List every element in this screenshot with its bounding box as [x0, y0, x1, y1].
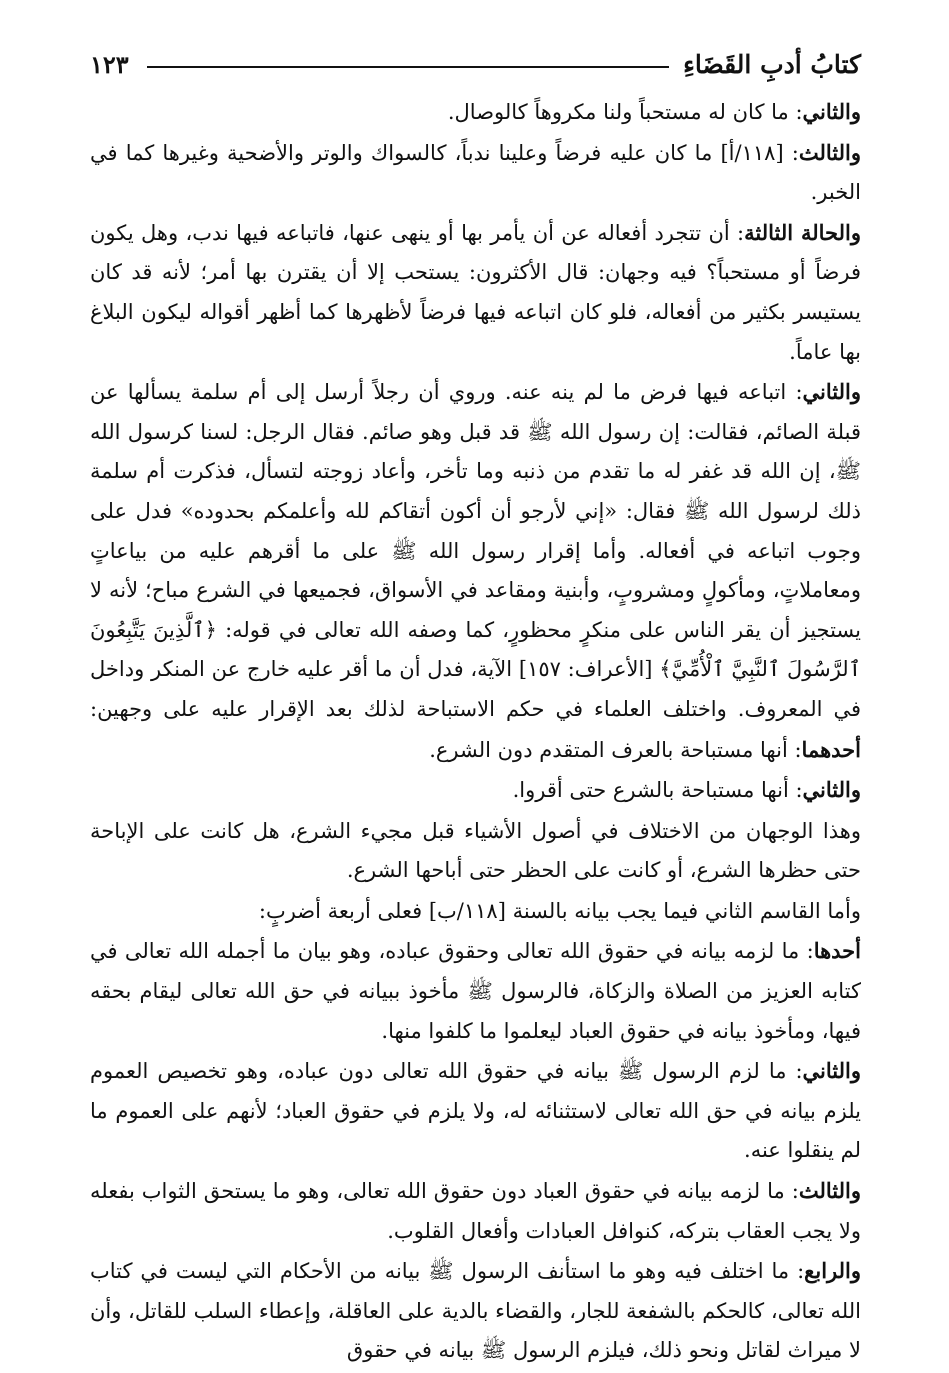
body-text	[90, 92, 861, 1371]
paragraph-text: : أنها مستباحة بالشرع حتى أقروا.	[512, 778, 803, 803]
paragraph-lead: والثاني	[802, 777, 861, 803]
paragraph-text: : [١١٨/أ] ما كان عليه فرضاً وعلينا ندباً، كالسواك والوتر والأضحية وغيرها كما في الخبر.	[90, 140, 861, 205]
paragraph-lead: والرابع	[804, 1258, 861, 1284]
page-number: ١٢٣	[90, 49, 129, 79]
paragraph	[90, 931, 861, 1051]
paragraph-lead: والثالث	[798, 1178, 861, 1204]
paragraph-text: : اتباعه فيها فرض ما لم ينه عنه. وروي أن رجلاً أرسل إلى أم سلمة يسألها عن قبلة الصائم، فقالت: إن رسول الله ﷺ قد قبل وهو صائم. فقال الرجل: لسنا كرسول الله ﷺ، إن الله قد غفر له ما تقدم من ذنبه وما تأخر، وأعاد زوجته لتسأل، فذكرت أم سلمة ذلك لرسول الله ﷺ فقال: «إني لأرجو أن أكون أتقاكم لله وأعلمكم بحدوده» فدل على وجوب اتباعه في أفعاله. وأما إقرار رسول الله ﷺ على ما أقرهم عليه من بياعاتٍ ومعاملاتٍ، ومأكولٍ ومشروبٍ، وأبنية ومقاعد في الأسواق، فجميعها في الشرع مباح؛ لأنه لا يستجيز أن يقر الناس على منكرٍ محظورٍ، كما وصفه الله تعالى في قوله: ﴿ٱلَّذِينَ يَتَّبِعُونَ ٱلرَّسُولَ ٱلنَّبِيَّ ٱلْأُمِّيَّ﴾ [الأعراف: ١٥٧] الآية، فدل أن ما أقر عليه خارج عن المنكر وداخل في المعروف. واختلف العلماء في حكم الاستباحة لذلك بعد الإقرار عليه على وجهين:	[90, 380, 861, 721]
paragraph	[90, 133, 861, 213]
paragraph-text: : أن تتجرد أفعاله عن أن يأمر بها أو ينهى عنها، فاتباعه فيها ندب، وهل يكون فرضاً أو مستحباً؟ فيه وجهان: قال الأكثرون: يستحب إلا أن يقترن بها أمر؛ لأنه قد كان يستيسر بكثير من أفعاله، فلو كان اتباعه فيها فرضاً لأظهرها كما أظهر أقواله ليكون البلاغ بها عاماً.	[90, 220, 861, 364]
paragraph	[90, 891, 861, 932]
paragraph	[90, 811, 861, 891]
header-rule	[147, 66, 669, 68]
paragraph	[90, 770, 861, 811]
paragraph-lead: والثاني	[802, 99, 861, 124]
paragraph-text: : ما كان له مستحباً ولنا مكروهاً كالوصال.	[447, 100, 803, 124]
paragraph	[90, 372, 861, 770]
paragraph-text: : ما لزم الرسول ﷺ بيانه في حقوق الله تعالى دون عباده، وهو تخصيص العموم يلزم بيانه في حق الله تعالى لاستثنائه له، ولا يلزم في حقوق العباد؛ لأنهم على العموم ما لم ينقلوا عنه.	[90, 1059, 861, 1163]
book-title: كتابُ أدبِ القَضَاءِ	[683, 49, 861, 79]
paragraph-lead: والثاني	[802, 379, 861, 405]
paragraph	[90, 92, 861, 133]
paragraph	[90, 1171, 861, 1251]
paragraph-text: : ما اختلف فيه وهو ما استأنف الرسول ﷺ بيانه من الأحكام التي ليست في كتاب الله تعالى، كالحكم بالشفعة للجار، والقضاء بالدية على العاقلة، وإعطاء السلب للقاتل، وأن لا ميراث لقاتل ونحو ذلك، فيلزم الرسول ﷺ بيانه في حقوق	[89, 1259, 861, 1363]
paragraph-text: : أنها مستباحة بالعرف المتقدم دون الشرع.	[429, 737, 802, 762]
paragraph-text: : ما لزمه بيانه في حقوق العباد دون حقوق الله تعالى، وهو ما يستحق الثواب بفعله ولا يجب العقاب بتركه، كنوافل العبادات وأفعال القلوب.	[90, 1179, 861, 1243]
paragraph-lead: والحالة الثالثة	[744, 219, 861, 245]
paragraph	[90, 1251, 861, 1371]
paragraph	[90, 1051, 861, 1171]
running-header	[90, 40, 861, 88]
paragraph-text: وأما القاسم الثاني فيما يجب بيانه بالسنة [١١٨/ب] فعلى أربعة أضربٍ:	[258, 898, 861, 923]
paragraph-text: : ما لزمه بيانه في حقوق الله تعالى وحقوق عباده، وهو بيان ما أجمله الله تعالى في كتابه العزيز من الصلاة والزكاة، فالرسول ﷺ مأخوذ ببيانه في حق الله تعالى ليقام بحقه فيها، ومأخوذ بيانه في حقوق العباد ليعلموا ما كلفوا منها.	[90, 939, 861, 1043]
paragraph-lead: والثاني	[802, 1058, 861, 1084]
paragraph-lead: أحدها	[813, 938, 861, 964]
paragraph	[90, 213, 861, 372]
paragraph-text: وهذا الوجهان من الاختلاف في أصول الأشياء قبل مجيء الشرع، هل كانت على الإباحة حتى حظرها الشرع، أو كانت على الحظر حتى أباحها الشرع.	[90, 818, 861, 883]
paragraph-lead: أحدهما	[801, 736, 861, 762]
paragraph-lead: والثالث	[798, 139, 861, 165]
